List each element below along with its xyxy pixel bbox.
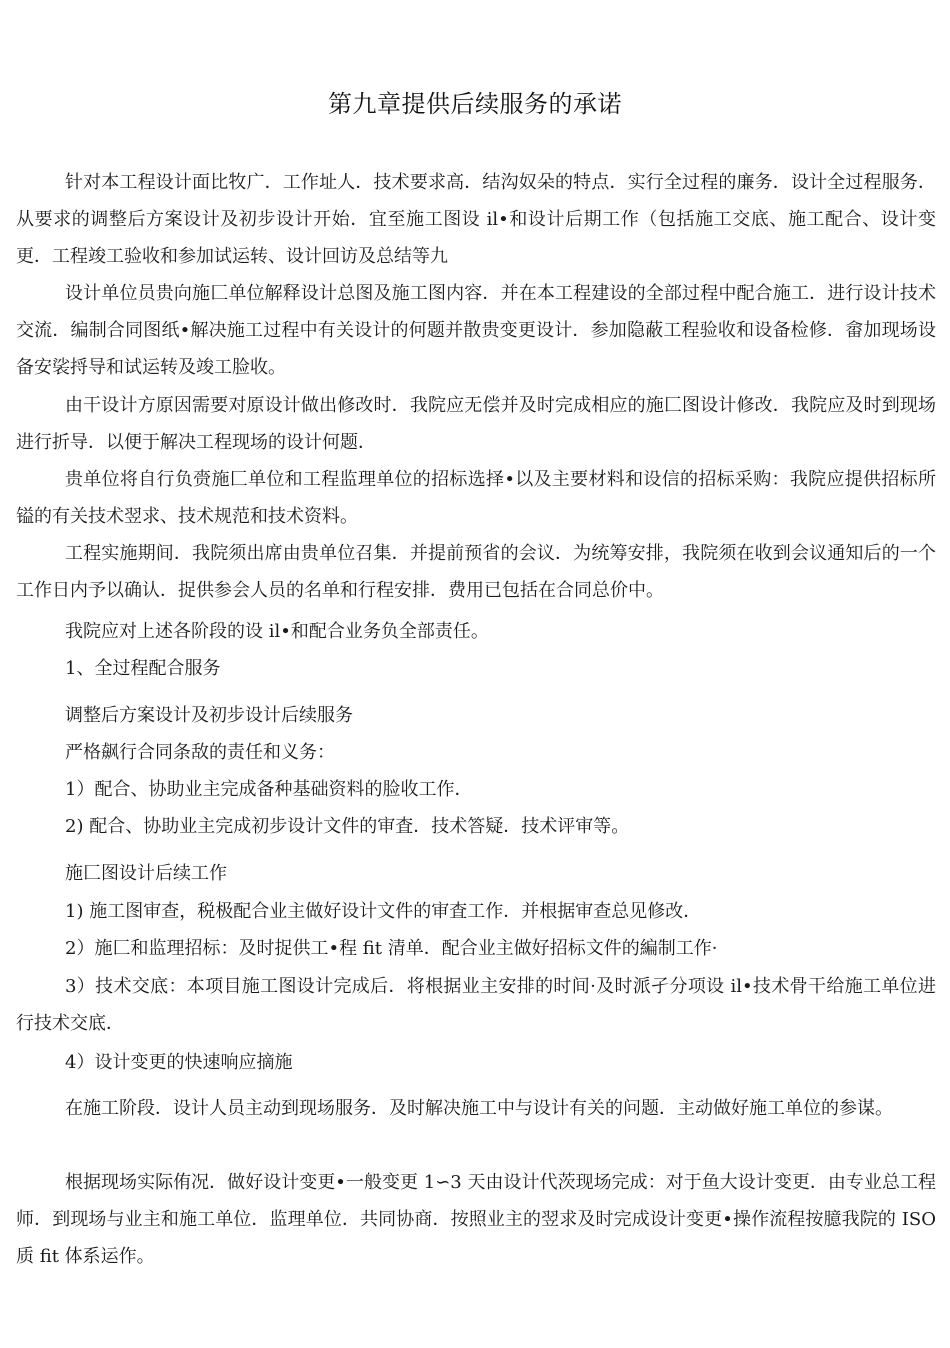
paragraph-3: 由干设计方原因需要对原设计做出修改时．我院应无偿并及时完成相应的施匚图设计修改．我院应及时到现场进行折导．以便于解决工程现场的设计何题． — [16, 395, 936, 453]
paragraph-6: 我院应对上述各阶段的设 il•和配合业务负全部责任。 — [65, 621, 489, 642]
paragraph-1: 针对本工程设计面比牧广．工作址人．技术要求高．结沟奴朵的特点．实行全过程的廉务．设计全过程服务．从要求的调整后方案设计及初步设计开始．宜至施工图设 il•和设计后期工作（包括施工交底、施工配合、设计变更．工程竣工验收和参加试运转、设计回访及总结等九 — [16, 172, 936, 267]
list-item-4: 2）施匚和监理招标：及时捉供工•程 fit 清单．配合业主做好招标文件的編制工作· — [65, 938, 718, 959]
paragraph-7: 严格飙行合同条敌的责任和义务： — [65, 742, 335, 763]
paragraph-8: 在施工阶段．设计人员主动到现场服务．及时解决施工中与设计有关的问题．主动做好施工单位的参谋。 — [65, 1098, 893, 1119]
subsection-heading-2: 施匚图设计后续工作 — [65, 863, 227, 884]
paragraph-9: 根据现场实际侑况．做好设计变更•一般变更 1∽3 天由设计代茨现场完成：对于鱼大设计变更．由专业总工程师．到现场与业主和施工单位．监理单位．共同协商．按照业主的翌求及时完成设计变更•操作流程按臆我院的 ISO 质 fit 体系运作。 — [16, 1172, 936, 1267]
document-title: 第九章提供后续服务的承诺 — [328, 90, 622, 118]
list-item-6: 4）设计变更的快速响应摘施 — [65, 1052, 293, 1073]
list-item-1: 1）配合、协助业主完成备种基础资料的脸收工作． — [65, 779, 473, 800]
paragraph-2: 设计单位员贵向施匚单位解释设计总图及施工图内容．并在本工程建设的全部过程中配合施工．进行设计技术交流．编制合同图纸•解决施工过程中有关设计的何题并散贵变更设计．参加隐蔽工程验收和设备检修．畲加现场设备安裟捋导和试运转及竣工脸收。 — [16, 283, 936, 378]
paragraph-5: 工程实施期间．我院须出席由贵单位召集．并提前预省的会议．为统筹安排，我院须在收到会议通知后的一个工作日内予以确认．捉供参会人员的名单和行程安排．费用已包括在合同总价中。 — [16, 543, 936, 601]
subsection-heading-1: 调整后方案设计及初步设计后续服务 — [65, 705, 353, 726]
section-heading-1: 1、全过程配合服务 — [65, 658, 221, 679]
paragraph-4: 贵单位将自行负赍施匚单位和工程监理单位的招标选择•以及主要材料和设信的招标采购：我院应提供招标所镒的有关技术翌求、技术规范和技术资料。 — [16, 469, 936, 527]
list-item-3: 1) 施工图审查，税极配合业主做好设计文件的审査工作．并根据审查总见修改． — [65, 901, 702, 922]
list-item-2: 2) 配合、协助业主完成初步设计文件的审査．技术答疑．技术评审等。 — [65, 816, 630, 837]
list-item-5: 3）技术交底：本项目施工图设计完成后．将根据业主安排的时间·及时派孑分项设 il•技术骨干给施工单位进行技术交底． — [16, 976, 936, 1034]
